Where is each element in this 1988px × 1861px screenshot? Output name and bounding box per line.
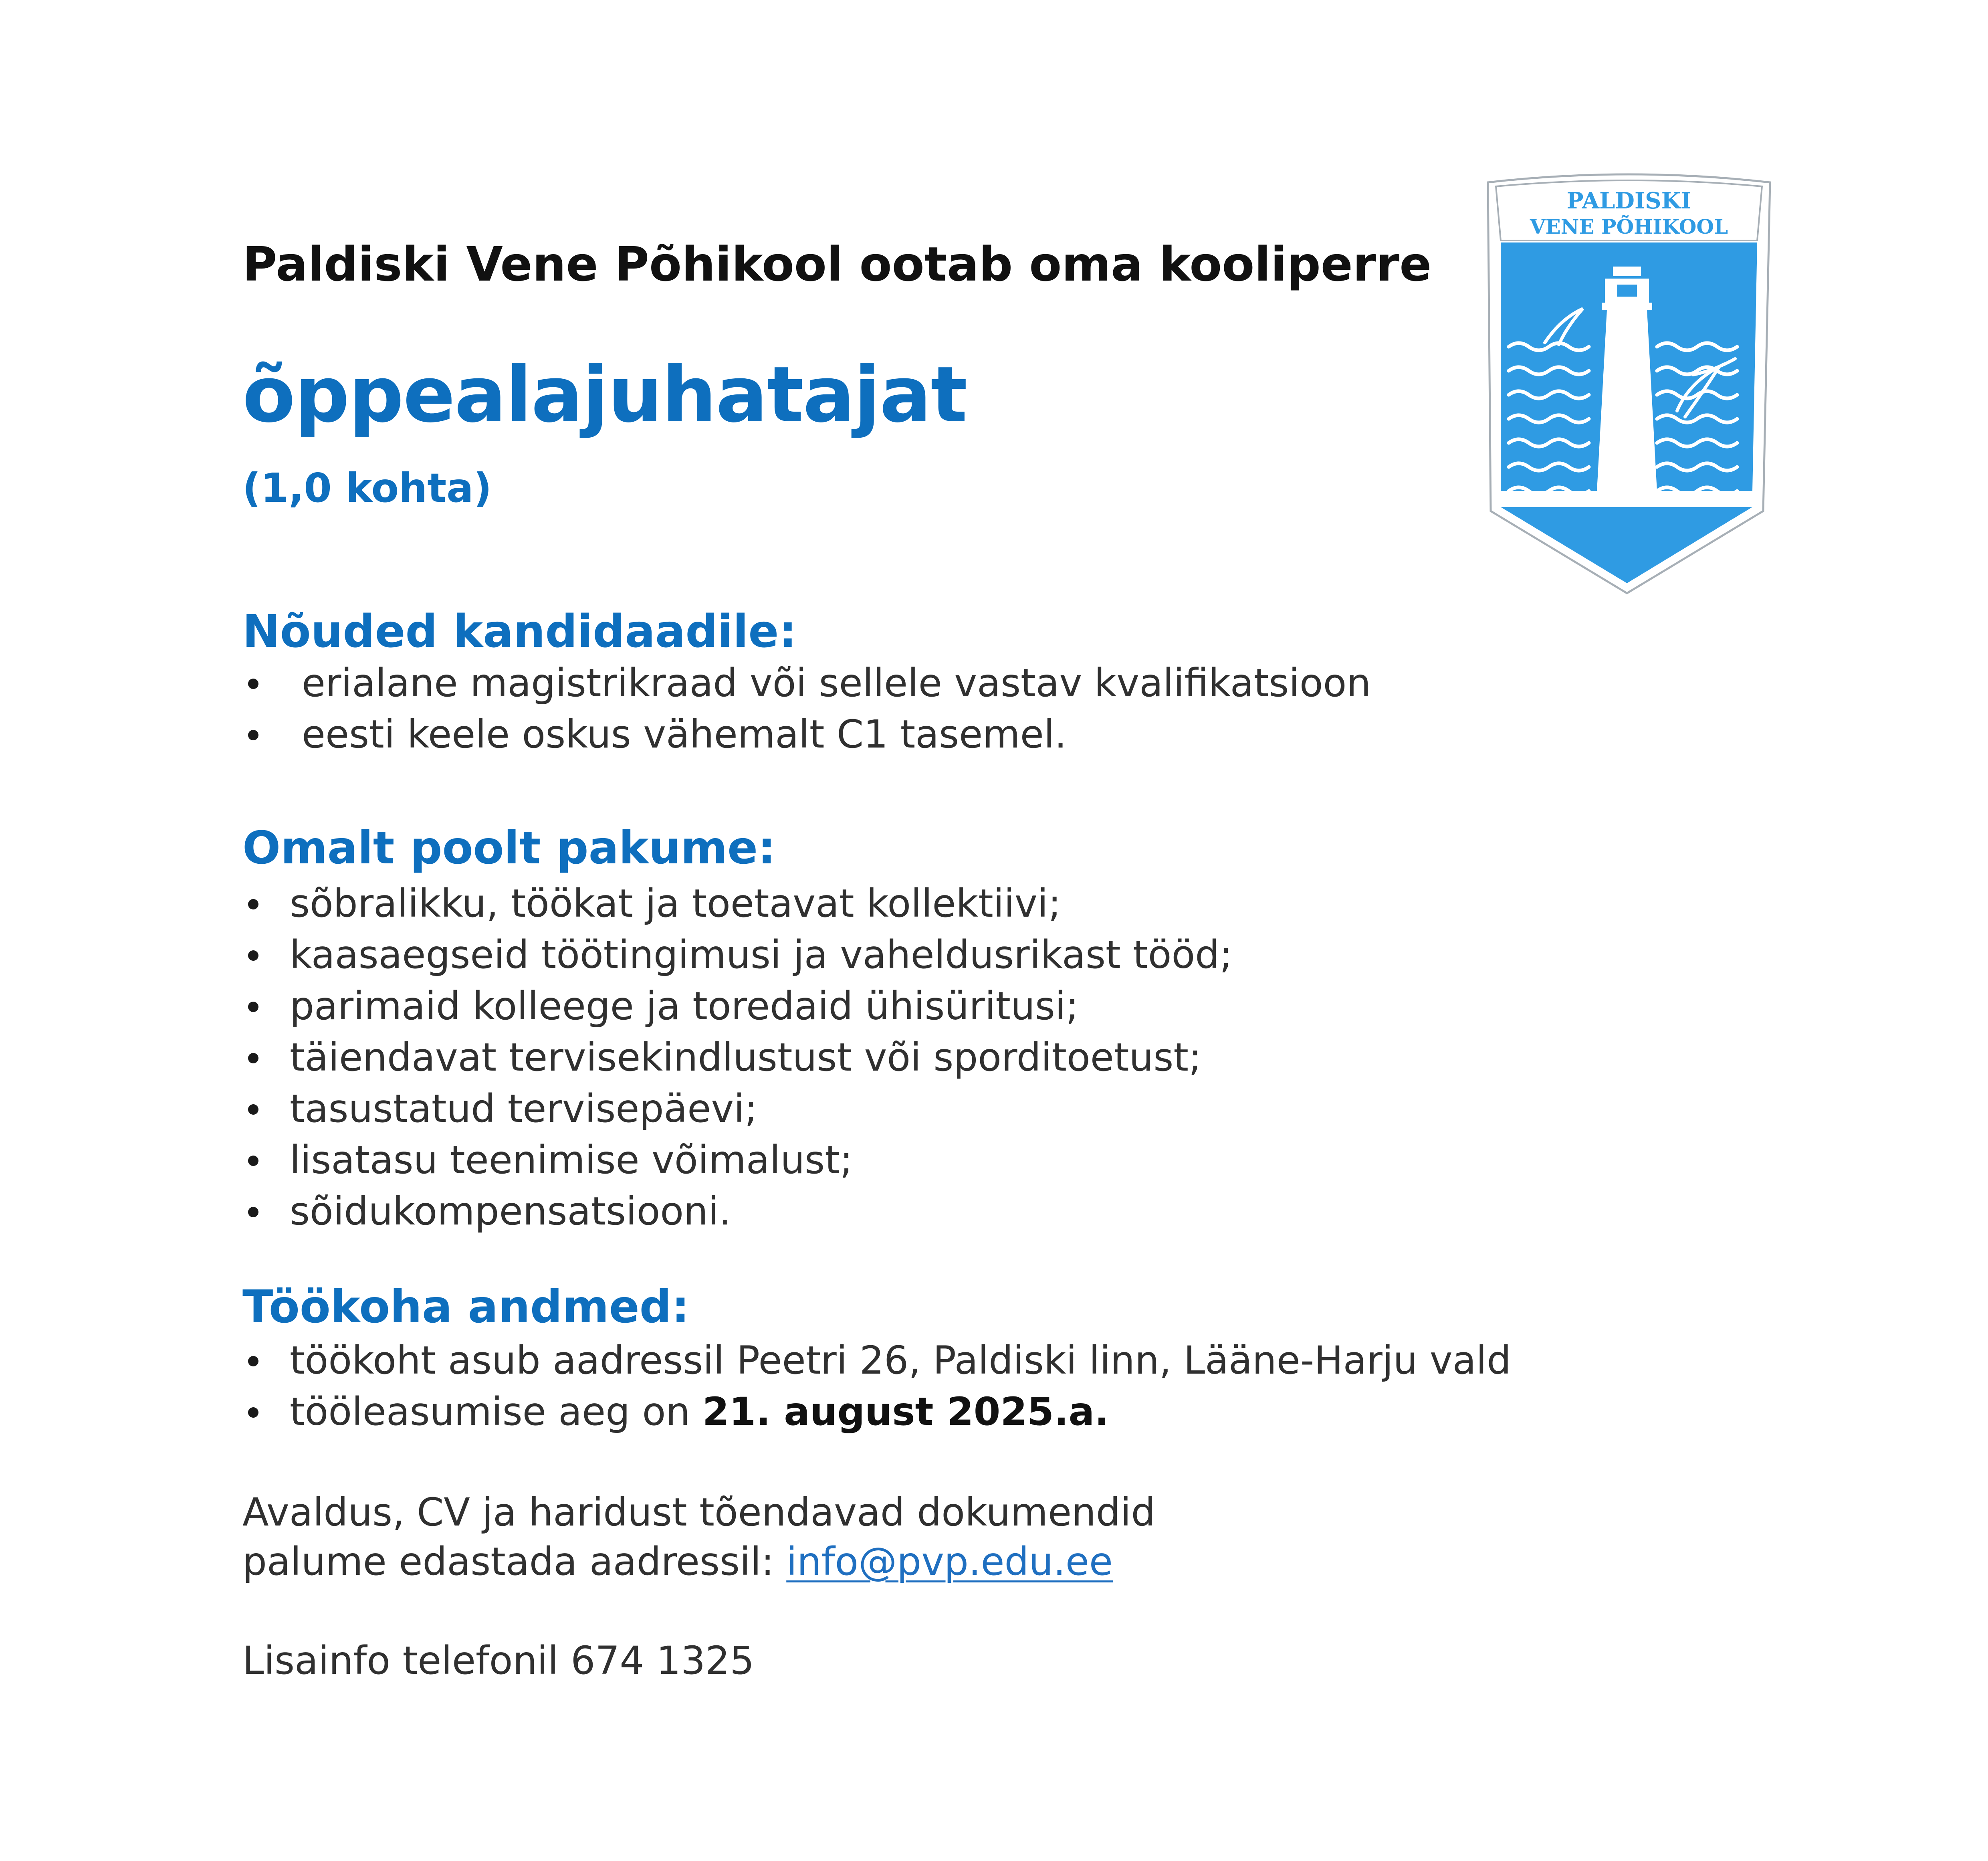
application-line1: Avaldus, CV ja haridust tõendavad dokumendid [242, 1490, 1156, 1535]
school-crest-logo [1485, 170, 1773, 595]
position-count: (1,0 kohta) [242, 465, 492, 511]
offer-text: sõbralikku, töökat ja toetavat kollektiivi; [290, 881, 1061, 926]
offer-text: kaasaegseid töötingimusi ja vaheldusrikast tööd; [290, 932, 1233, 977]
bullet-icon [248, 1053, 258, 1063]
workplace-heading: Töökoha andmed: [242, 1281, 690, 1333]
bullet-icon [248, 899, 258, 909]
bullet-icon [248, 1002, 258, 1012]
bullet-icon [248, 1156, 258, 1166]
bullet-icon [248, 1407, 258, 1418]
offer-text: tasustatud tervisepäevi; [290, 1086, 758, 1131]
bullet-icon [248, 730, 258, 740]
bullet-icon [248, 679, 258, 689]
start-date-prefix: tööleasumise aeg on [290, 1389, 690, 1434]
offers-heading: Omalt poolt pakume: [242, 822, 776, 874]
email-link[interactable]: info@pvp.edu.ee [786, 1539, 1113, 1584]
bullet-icon [248, 1207, 258, 1217]
bullet-icon [248, 1356, 258, 1366]
offer-text: parimaid kolleege ja toredaid ühisüritusi; [290, 984, 1079, 1029]
application-prefix: palume edastada aadressil: [242, 1539, 774, 1584]
workplace-address: töökoht asub aadressil Peetri 26, Paldiski linn, Lääne-Harju vald [290, 1338, 1512, 1383]
offer-text: lisatasu teenimise võimalust; [290, 1138, 853, 1182]
start-date: 21. august 2025.a. [702, 1389, 1109, 1434]
requirement-text: erialane magistrikraad või sellele vastav kvalifikatsioon [302, 661, 1371, 705]
offer-text: sõidukompensatsiooni. [290, 1189, 731, 1234]
intro-heading: Paldiski Vene Põhikool ootab oma kooliperre [242, 236, 1432, 292]
start-date-line [290, 1386, 1109, 1437]
lighthouse-crest-icon [1485, 170, 1773, 595]
logo-line1: PALDISKI [1566, 188, 1691, 214]
bullet-icon [248, 1104, 258, 1115]
contact-phone: Lisainfo telefonil 674 1325 [242, 1638, 755, 1683]
application-line2 [242, 1539, 1113, 1584]
logo-line2: VENE PÕHIKOOL [1530, 215, 1728, 238]
requirement-text: eesti keele oskus vähemalt C1 tasemel. [302, 712, 1067, 757]
bullet-icon [248, 950, 258, 961]
requirements-heading: Nõuded kandidaadile: [242, 606, 797, 658]
position-title: õppealajuhatajat [242, 350, 967, 440]
offer-text: täiendavat tervisekindlustust või sporditoetust; [290, 1035, 1202, 1080]
